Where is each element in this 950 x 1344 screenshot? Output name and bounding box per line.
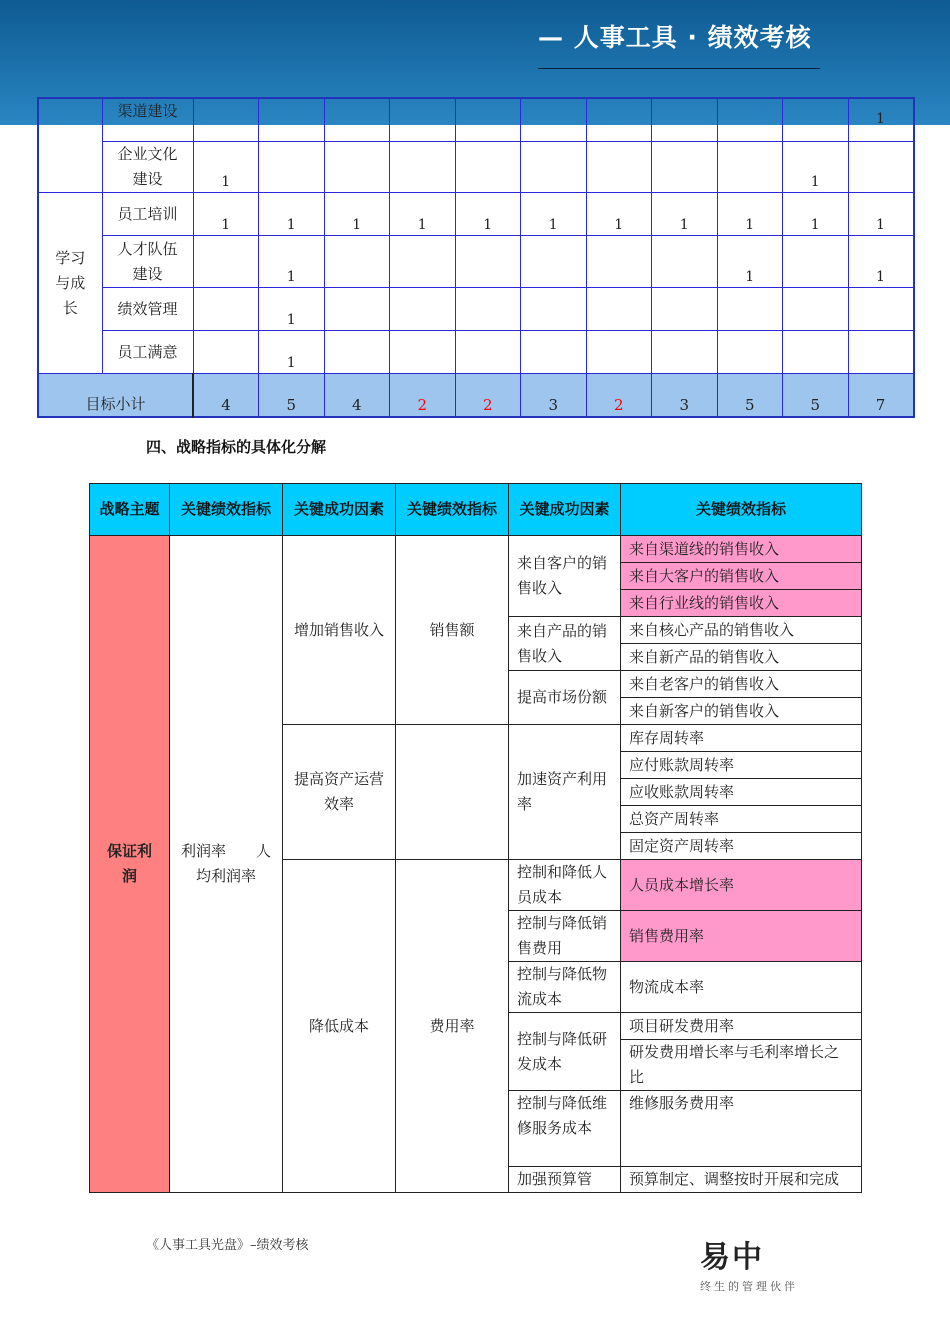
objective-matrix-table: [37, 97, 915, 418]
value-cell: [586, 236, 652, 288]
value-cell: 1: [193, 193, 259, 236]
value-cell: [324, 236, 390, 288]
value-cell: [521, 98, 587, 142]
value-cell: 1: [455, 193, 521, 236]
column-header: 关键成功因素: [283, 484, 396, 536]
subtotal-value: 3: [521, 374, 587, 418]
kpi-secondary: 销售额: [396, 536, 509, 725]
value-cell: 1: [193, 142, 259, 193]
sub-success-factor: 提高市场份额: [509, 671, 621, 725]
value-cell: 1: [652, 193, 718, 236]
value-cell: [652, 331, 718, 374]
value-cell: [455, 142, 521, 193]
category-cell: [38, 98, 102, 193]
kpi-detail: 应收账款周转率: [621, 779, 862, 806]
item-label: 绩效管理: [102, 288, 193, 331]
subtotal-value: 2: [455, 374, 521, 418]
value-cell: 1: [521, 193, 587, 236]
item-label: 渠道建设: [102, 98, 193, 142]
strategy-breakdown-table: [89, 483, 862, 1193]
value-cell: 1: [783, 142, 849, 193]
sub-success-factor: 控制与降低研发成本: [509, 1013, 621, 1091]
value-cell: [783, 236, 849, 288]
value-cell: [848, 288, 914, 331]
value-cell: [652, 236, 718, 288]
value-cell: [455, 236, 521, 288]
value-cell: 1: [717, 193, 783, 236]
value-cell: 1: [586, 193, 652, 236]
kpi-detail: 来自新客户的销售收入: [621, 698, 862, 725]
value-cell: [521, 288, 587, 331]
value-cell: [390, 142, 456, 193]
item-label: 人才队伍建设: [102, 236, 193, 288]
strategy-theme: 保证利润: [90, 536, 170, 1193]
value-cell: [586, 331, 652, 374]
subtotal-label: 目标小计: [38, 374, 193, 418]
kpi-detail: 来自大客户的销售收入: [621, 563, 862, 590]
value-cell: 1: [390, 193, 456, 236]
column-header: 战略主题: [90, 484, 170, 536]
subtotal-value: 5: [783, 374, 849, 418]
column-header: 关键绩效指标: [170, 484, 283, 536]
item-label: 员工培训: [102, 193, 193, 236]
subtotal-value: 5: [717, 374, 783, 418]
value-cell: 1: [259, 288, 325, 331]
value-cell: [783, 288, 849, 331]
subtotal-value: 3: [652, 374, 718, 418]
footer-source: 《人事工具光盘》–绩效考核: [146, 1238, 309, 1253]
value-cell: [324, 142, 390, 193]
kpi-secondary: [396, 725, 509, 860]
logo-tagline: 终生的管理伙伴: [700, 1280, 798, 1293]
value-cell: [324, 331, 390, 374]
kpi-detail: 来自渠道线的销售收入: [621, 536, 862, 563]
subtotal-value: 2: [390, 374, 456, 418]
table-row: [38, 142, 914, 193]
sub-success-factor: 控制与降低销售费用: [509, 911, 621, 962]
value-cell: [717, 98, 783, 142]
kpi-detail: 物流成本率: [621, 962, 862, 1013]
table-row: [38, 193, 914, 236]
value-cell: 1: [717, 236, 783, 288]
sub-success-factor: 来自客户的销售收入: [509, 536, 621, 617]
kpi-detail: 预算制定、调整按时开展和完成: [621, 1167, 862, 1193]
value-cell: 1: [324, 193, 390, 236]
value-cell: [193, 236, 259, 288]
value-cell: [259, 142, 325, 193]
value-cell: [717, 288, 783, 331]
value-cell: 1: [848, 98, 914, 142]
value-cell: [717, 331, 783, 374]
sub-success-factor: 加速资产利用率: [509, 725, 621, 860]
column-header: 关键绩效指标: [621, 484, 862, 536]
kpi-secondary: 费用率: [396, 860, 509, 1193]
value-cell: [521, 142, 587, 193]
value-cell: [455, 331, 521, 374]
value-cell: [586, 288, 652, 331]
kpi-detail: 库存周转率: [621, 725, 862, 752]
subtotal-value: 5: [259, 374, 325, 418]
value-cell: [783, 331, 849, 374]
success-factor: 增加销售收入: [283, 536, 396, 725]
value-cell: [324, 288, 390, 331]
kpi-detail: 来自行业线的销售收入: [621, 590, 862, 617]
table-row: [38, 236, 914, 288]
value-cell: 1: [259, 331, 325, 374]
value-cell: 1: [848, 236, 914, 288]
sub-success-factor: 来自产品的销售收入: [509, 617, 621, 671]
value-cell: [455, 288, 521, 331]
sub-success-factor: 加强预算管: [509, 1167, 621, 1193]
value-cell: [259, 98, 325, 142]
value-cell: 1: [783, 193, 849, 236]
kpi-detail: 销售费用率: [621, 911, 862, 962]
value-cell: 1: [259, 236, 325, 288]
kpi-primary: 利润率 人均利润率: [170, 536, 283, 1193]
kpi-detail: 人员成本增长率: [621, 860, 862, 911]
value-cell: [390, 98, 456, 142]
value-cell: [193, 288, 259, 331]
value-cell: [521, 236, 587, 288]
table-row: [90, 536, 862, 563]
kpi-detail: 来自新产品的销售收入: [621, 644, 862, 671]
value-cell: [390, 236, 456, 288]
value-cell: [652, 288, 718, 331]
value-cell: [390, 288, 456, 331]
success-factor: 降低成本: [283, 860, 396, 1193]
value-cell: [390, 331, 456, 374]
subtotal-value: 4: [193, 374, 259, 418]
value-cell: [586, 98, 652, 142]
value-cell: [193, 98, 259, 142]
subtotal-value: 4: [324, 374, 390, 418]
item-label: 员工满意: [102, 331, 193, 374]
kpi-detail: 维修服务费用率: [621, 1091, 862, 1167]
category-cell: 学习与成长: [38, 193, 102, 374]
section-title: 四、战略指标的具体化分解: [146, 438, 327, 456]
table-row: [38, 98, 914, 142]
sub-success-factor: 控制与降低维修服务成本: [509, 1091, 621, 1167]
header-title: — 人事工具 · 绩效考核: [538, 23, 812, 52]
value-cell: [848, 142, 914, 193]
value-cell: [652, 98, 718, 142]
kpi-detail: 项目研发费用率: [621, 1013, 862, 1040]
value-cell: [717, 142, 783, 193]
header-row: [90, 484, 862, 536]
sub-success-factor: 控制和降低人员成本: [509, 860, 621, 911]
kpi-detail: 固定资产周转率: [621, 833, 862, 860]
logo-mark: 易中: [700, 1240, 764, 1275]
success-factor: 提高资产运营效率: [283, 725, 396, 860]
value-cell: 1: [848, 193, 914, 236]
kpi-detail: 来自核心产品的销售收入: [621, 617, 862, 644]
subtotal-value: 2: [586, 374, 652, 418]
subtotal-row: [38, 374, 914, 418]
item-label: 企业文化建设: [102, 142, 193, 193]
header-rule: [538, 68, 820, 69]
value-cell: [324, 98, 390, 142]
table-row: [38, 331, 914, 374]
column-header: 关键成功因素: [509, 484, 621, 536]
kpi-detail: 来自老客户的销售收入: [621, 671, 862, 698]
value-cell: [848, 331, 914, 374]
value-cell: 1: [259, 193, 325, 236]
value-cell: [652, 142, 718, 193]
subtotal-value: 7: [848, 374, 914, 418]
kpi-detail: 总资产周转率: [621, 806, 862, 833]
value-cell: [586, 142, 652, 193]
sub-success-factor: 控制与降低物流成本: [509, 962, 621, 1013]
kpi-detail: 研发费用增长率与毛利率增长之比: [621, 1040, 862, 1091]
table-row: [38, 288, 914, 331]
value-cell: [455, 98, 521, 142]
column-header: 关键绩效指标: [396, 484, 509, 536]
value-cell: [193, 331, 259, 374]
company-logo: [700, 1232, 820, 1292]
value-cell: [783, 98, 849, 142]
value-cell: [521, 331, 587, 374]
kpi-detail: 应付账款周转率: [621, 752, 862, 779]
